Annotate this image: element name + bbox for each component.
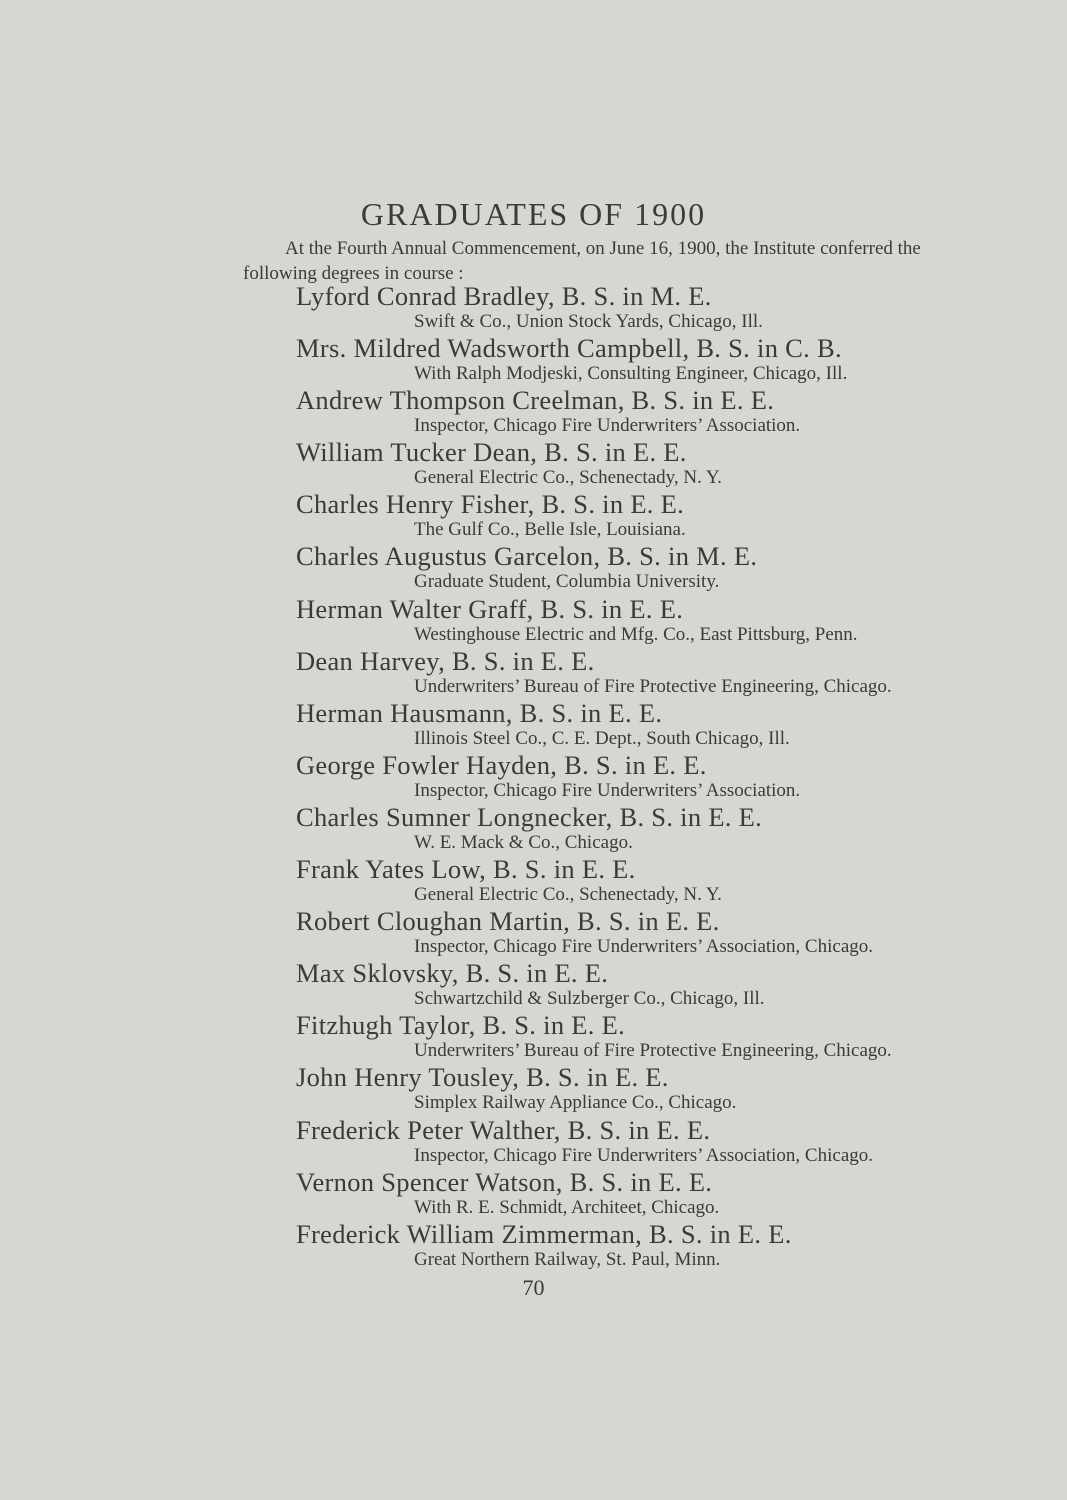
graduate-employer: Graduate Student, Columbia University.: [414, 571, 720, 593]
graduate-employer: W. E. Mack & Co., Chicago.: [414, 831, 633, 853]
graduate-entry: [0, 437, 1067, 489]
graduate-employer: Inspector, Chicago Fire Underwriters’ Association.: [414, 415, 801, 437]
graduate-name: Fitzhugh Taylor, B. S. in E. E.: [296, 1010, 626, 1041]
graduate-entry: [0, 750, 1067, 802]
graduate-entry: [0, 281, 1067, 333]
graduates-list: [0, 281, 1067, 1271]
graduate-name: Charles Sumner Longnecker, B. S. in E. E.: [296, 801, 763, 832]
graduate-entry: [0, 594, 1067, 646]
graduate-entry: [0, 489, 1067, 541]
graduate-name: John Henry Tousley, B. S. in E. E.: [296, 1062, 669, 1093]
graduate-employer: Westinghouse Electric and Mfg. Co., East Pittsburg, Penn.: [414, 623, 858, 645]
graduate-entry: [0, 958, 1067, 1010]
graduate-employer: With R. E. Schmidt, Architeet, Chicago.: [414, 1196, 720, 1218]
graduate-name: Andrew Thompson Creelman, B. S. in E. E.: [296, 385, 775, 416]
graduate-employer: Inspector, Chicago Fire Underwriters’ Association.: [414, 779, 801, 801]
graduate-name: Lyford Conrad Bradley, B. S. in M. E.: [296, 281, 712, 311]
graduate-name: Charles Henry Fisher, B. S. in E. E.: [296, 489, 685, 520]
graduate-employer: Simplex Railway Appliance Co., Chicago.: [414, 1092, 737, 1114]
graduate-entry: [0, 1115, 1067, 1167]
graduate-employer: Inspector, Chicago Fire Underwriters’ Association, Chicago.: [414, 1144, 873, 1166]
graduate-entry: [0, 1219, 1067, 1271]
graduate-employer: Underwriters’ Bureau of Fire Protective Engineering, Chicago.: [414, 1040, 892, 1062]
graduate-employer: General Electric Co., Schenectady, N. Y.: [414, 884, 722, 906]
graduate-employer: Inspector, Chicago Fire Underwriters’ Association, Chicago.: [414, 936, 873, 958]
graduate-employer: Swift & Co., Union Stock Yards, Chicago, Ill.: [414, 311, 763, 332]
graduate-entry: [0, 698, 1067, 750]
graduate-name: George Fowler Hayden, B. S. in E. E.: [296, 749, 707, 780]
graduate-employer: Great Northern Railway, St. Paul, Minn.: [414, 1248, 721, 1270]
graduate-entry: [0, 541, 1067, 593]
graduate-name: Frederick William Zimmerman, B. S. in E. E.: [296, 1218, 792, 1249]
graduate-name: Herman Walter Graff, B. S. in E. E.: [296, 593, 684, 624]
graduate-employer: The Gulf Co., Belle Isle, Louisiana.: [414, 519, 686, 541]
graduate-entry: [0, 854, 1067, 906]
graduate-employer: General Electric Co., Schenectady, N. Y.: [414, 467, 722, 489]
graduate-name: Frank Yates Low, B. S. in E. E.: [296, 854, 636, 885]
graduate-name: Dean Harvey, B. S. in E. E.: [296, 645, 595, 676]
graduate-name: Robert Cloughan Martin, B. S. in E. E.: [296, 906, 720, 937]
intro-paragraph: At the Fourth Annual Commencement, on June 16, 1900, the Institute conferred the following degrees in course :: [243, 238, 921, 284]
graduate-name: Herman Hausmann, B. S. in E. E.: [296, 697, 663, 728]
graduate-employer: With Ralph Modjeski, Consulting Engineer, Chicago, Ill.: [414, 363, 848, 385]
graduate-entry: [0, 646, 1067, 698]
graduate-name: Vernon Spencer Watson, B. S. in E. E.: [296, 1166, 713, 1197]
graduate-employer: Illinois Steel Co., C. E. Dept., South Chicago, Ill.: [414, 727, 790, 749]
graduate-employer: Underwriters’ Bureau of Fire Protective Engineering, Chicago.: [414, 675, 892, 697]
graduate-name: Max Sklovsky, B. S. in E. E.: [296, 958, 609, 989]
graduate-entry: [0, 333, 1067, 385]
graduate-name: Mrs. Mildred Wadsworth Campbell, B. S. in C. B.: [296, 333, 842, 364]
graduate-entry: [0, 1167, 1067, 1219]
graduate-name: Frederick Peter Walther, B. S. in E. E.: [296, 1114, 711, 1145]
graduate-name: William Tucker Dean, B. S. in E. E.: [296, 437, 687, 468]
graduate-entry: [0, 385, 1067, 437]
page-title: GRADUATES OF 1900: [360, 196, 707, 232]
graduate-entry: [0, 802, 1067, 854]
graduate-entry: [0, 906, 1067, 958]
graduate-entry: [0, 1010, 1067, 1062]
graduate-entry: [0, 1062, 1067, 1114]
graduate-employer: Schwartzchild & Sulzberger Co., Chicago, Ill.: [414, 988, 765, 1010]
page-number: 70: [522, 1275, 545, 1300]
graduate-name: Charles Augustus Garcelon, B. S. in M. E.: [296, 541, 758, 572]
